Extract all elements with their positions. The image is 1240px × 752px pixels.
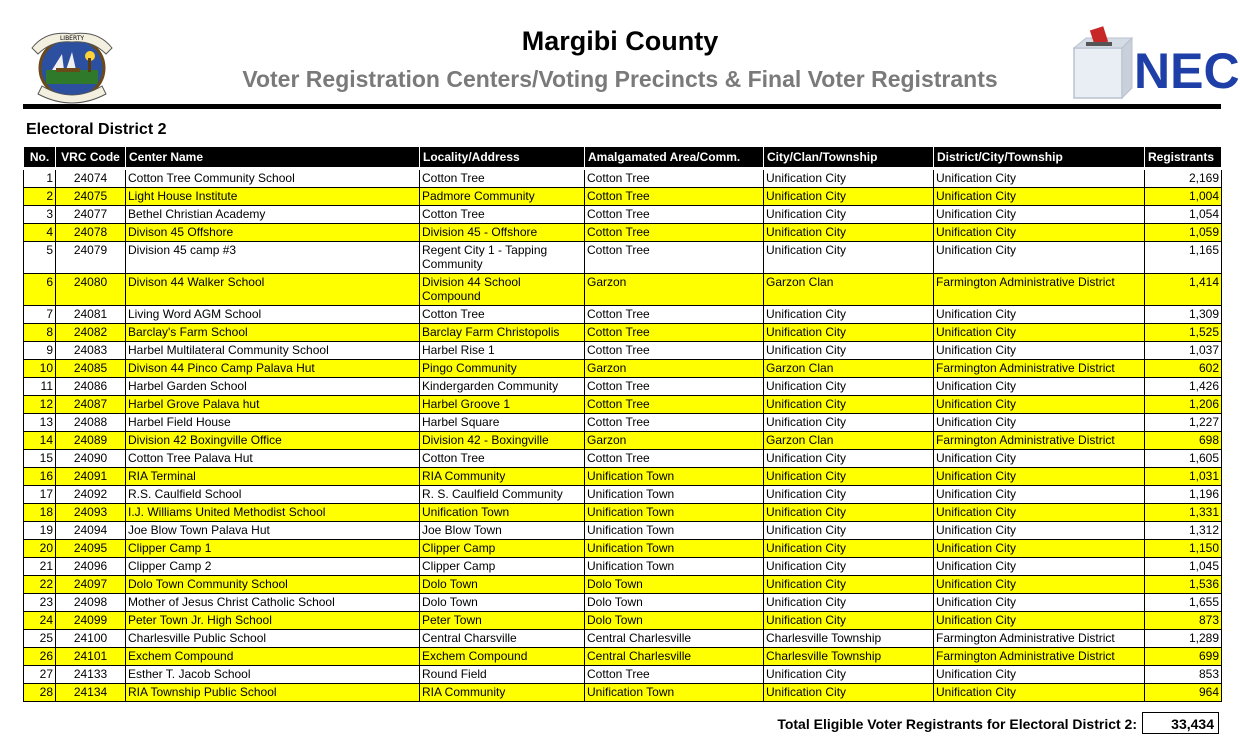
cell-no: 17 <box>24 486 56 504</box>
cell-vrc-code: 24133 <box>56 666 126 684</box>
cell-registrants: 1,054 <box>1145 206 1222 224</box>
cell-vrc-code: 24098 <box>56 594 126 612</box>
table-row <box>24 540 1222 558</box>
table-row <box>24 360 1222 378</box>
cell-city-clan-township: Garzon Clan <box>764 274 934 306</box>
cell-amalgamated-area: Unification Town <box>585 468 764 486</box>
cell-locality: Cotton Tree <box>420 206 585 224</box>
cell-registrants: 1,331 <box>1145 504 1222 522</box>
column-header-registrants: Registrants <box>1145 147 1222 169</box>
cell-center-name: RIA Township Public School <box>126 684 420 702</box>
cell-district: Unification City <box>934 576 1145 594</box>
cell-vrc-code: 24074 <box>56 169 126 188</box>
column-header-locality: Locality/Address <box>420 147 585 169</box>
cell-amalgamated-area: Unification Town <box>585 522 764 540</box>
cell-no: 5 <box>24 242 56 274</box>
cell-city-clan-township: Unification City <box>764 666 934 684</box>
cell-locality: Pingo Community <box>420 360 585 378</box>
table-row <box>24 224 1222 242</box>
cell-city-clan-township: Unification City <box>764 558 934 576</box>
cell-city-clan-township: Unification City <box>764 188 934 206</box>
column-header-vrc-code: VRC Code <box>56 147 126 169</box>
cell-vrc-code: 24079 <box>56 242 126 274</box>
table-row <box>24 522 1222 540</box>
cell-amalgamated-area: Cotton Tree <box>585 188 764 206</box>
cell-center-name: Cotton Tree Community School <box>126 169 420 188</box>
column-header-amalgamated-area: Amalgamated Area/Comm. <box>585 147 764 169</box>
cell-district: Unification City <box>934 558 1145 576</box>
table-row <box>24 468 1222 486</box>
cell-amalgamated-area: Cotton Tree <box>585 242 764 274</box>
cell-district: Unification City <box>934 378 1145 396</box>
table-row <box>24 612 1222 630</box>
cell-locality: Harbel Groove 1 <box>420 396 585 414</box>
table-row <box>24 432 1222 450</box>
table-row <box>24 206 1222 224</box>
cell-center-name: Joe Blow Town Palava Hut <box>126 522 420 540</box>
cell-registrants: 1,426 <box>1145 378 1222 396</box>
cell-district: Farmington Administrative District <box>934 432 1145 450</box>
cell-locality: Dolo Town <box>420 594 585 612</box>
nec-logo-icon <box>1066 26 1240 100</box>
cell-city-clan-township: Garzon Clan <box>764 360 934 378</box>
cell-city-clan-township: Unification City <box>764 522 934 540</box>
cell-vrc-code: 24075 <box>56 188 126 206</box>
cell-amalgamated-area: Unification Town <box>585 504 764 522</box>
table-row <box>24 684 1222 702</box>
cell-center-name: RIA Terminal <box>126 468 420 486</box>
cell-center-name: R.S. Caulfield School <box>126 486 420 504</box>
cell-vrc-code: 24099 <box>56 612 126 630</box>
cell-center-name: Division 45 camp #3 <box>126 242 420 274</box>
cell-vrc-code: 24088 <box>56 414 126 432</box>
cell-vrc-code: 24081 <box>56 306 126 324</box>
cell-city-clan-township: Unification City <box>764 378 934 396</box>
cell-vrc-code: 24089 <box>56 432 126 450</box>
cell-city-clan-township: Unification City <box>764 206 934 224</box>
table-row <box>24 378 1222 396</box>
cell-amalgamated-area: Dolo Town <box>585 576 764 594</box>
cell-no: 21 <box>24 558 56 576</box>
cell-registrants: 1,150 <box>1145 540 1222 558</box>
cell-city-clan-township: Unification City <box>764 396 934 414</box>
cell-no: 4 <box>24 224 56 242</box>
cell-amalgamated-area: Cotton Tree <box>585 324 764 342</box>
cell-no: 25 <box>24 630 56 648</box>
cell-no: 14 <box>24 432 56 450</box>
cell-no: 24 <box>24 612 56 630</box>
cell-vrc-code: 24086 <box>56 378 126 396</box>
cell-locality: Barclay Farm Christopolis <box>420 324 585 342</box>
page-subtitle: Voter Registration Centers/Voting Precincts & Final Voter Registrants <box>242 66 998 92</box>
cell-amalgamated-area: Garzon <box>585 360 764 378</box>
cell-no: 23 <box>24 594 56 612</box>
cell-amalgamated-area: Cotton Tree <box>585 666 764 684</box>
cell-no: 19 <box>24 522 56 540</box>
cell-no: 7 <box>24 306 56 324</box>
cell-locality: RIA Community <box>420 468 585 486</box>
table-row <box>24 169 1222 188</box>
cell-locality: Padmore Community <box>420 188 585 206</box>
cell-district: Farmington Administrative District <box>934 274 1145 306</box>
cell-city-clan-township: Unification City <box>764 324 934 342</box>
cell-no: 8 <box>24 324 56 342</box>
cell-district: Farmington Administrative District <box>934 630 1145 648</box>
cell-amalgamated-area: Unification Town <box>585 486 764 504</box>
seal-text: LIBERTY <box>59 35 85 42</box>
cell-registrants: 853 <box>1145 666 1222 684</box>
cell-vrc-code: 24094 <box>56 522 126 540</box>
cell-locality: Joe Blow Town <box>420 522 585 540</box>
cell-city-clan-township: Unification City <box>764 612 934 630</box>
cell-amalgamated-area: Unification Town <box>585 684 764 702</box>
cell-district: Unification City <box>934 450 1145 468</box>
table-row <box>24 324 1222 342</box>
cell-amalgamated-area: Cotton Tree <box>585 224 764 242</box>
cell-no: 6 <box>24 274 56 306</box>
cell-no: 2 <box>24 188 56 206</box>
cell-registrants: 1,004 <box>1145 188 1222 206</box>
table-row <box>24 558 1222 576</box>
page-header <box>0 0 1240 112</box>
cell-center-name: Esther T. Jacob School <box>126 666 420 684</box>
cell-vrc-code: 24080 <box>56 274 126 306</box>
column-header-no: No. <box>24 147 56 169</box>
cell-no: 10 <box>24 360 56 378</box>
cell-registrants: 602 <box>1145 360 1222 378</box>
cell-vrc-code: 24085 <box>56 360 126 378</box>
cell-center-name: Clipper Camp 2 <box>126 558 420 576</box>
cell-locality: Dolo Town <box>420 576 585 594</box>
cell-locality: Clipper Camp <box>420 540 585 558</box>
cell-registrants: 1,309 <box>1145 306 1222 324</box>
table-row <box>24 486 1222 504</box>
cell-vrc-code: 24097 <box>56 576 126 594</box>
cell-no: 9 <box>24 342 56 360</box>
cell-registrants: 1,312 <box>1145 522 1222 540</box>
cell-no: 18 <box>24 504 56 522</box>
cell-district: Unification City <box>934 468 1145 486</box>
cell-registrants: 1,059 <box>1145 224 1222 242</box>
cell-vrc-code: 24077 <box>56 206 126 224</box>
table-row <box>24 504 1222 522</box>
cell-center-name: Harbel Multilateral Community School <box>126 342 420 360</box>
cell-vrc-code: 24100 <box>56 630 126 648</box>
cell-district: Unification City <box>934 206 1145 224</box>
cell-registrants: 1,536 <box>1145 576 1222 594</box>
cell-amalgamated-area: Cotton Tree <box>585 450 764 468</box>
cell-center-name: Bethel Christian Academy <box>126 206 420 224</box>
cell-registrants: 698 <box>1145 432 1222 450</box>
cell-registrants: 2,169 <box>1145 169 1222 188</box>
cell-city-clan-township: Unification City <box>764 576 934 594</box>
total-label: Total Eligible Voter Registrants for Electoral District 2: <box>777 716 1137 732</box>
table-row <box>24 274 1222 306</box>
cell-locality: Kindergarden Community <box>420 378 585 396</box>
cell-no: 3 <box>24 206 56 224</box>
cell-vrc-code: 24096 <box>56 558 126 576</box>
registration-table <box>23 146 1222 702</box>
cell-district: Unification City <box>934 169 1145 188</box>
cell-district: Unification City <box>934 224 1145 242</box>
cell-vrc-code: 24093 <box>56 504 126 522</box>
cell-no: 15 <box>24 450 56 468</box>
cell-district: Unification City <box>934 306 1145 324</box>
cell-no: 12 <box>24 396 56 414</box>
cell-registrants: 1,165 <box>1145 242 1222 274</box>
cell-amalgamated-area: Unification Town <box>585 558 764 576</box>
cell-center-name: Division 42 Boxingville Office <box>126 432 420 450</box>
district-heading: Electoral District 2 <box>26 121 167 138</box>
cell-amalgamated-area: Cotton Tree <box>585 396 764 414</box>
cell-registrants: 1,289 <box>1145 630 1222 648</box>
cell-center-name: Exchem Compound <box>126 648 420 666</box>
cell-amalgamated-area: Garzon <box>585 432 764 450</box>
cell-city-clan-township: Unification City <box>764 306 934 324</box>
cell-city-clan-township: Garzon Clan <box>764 432 934 450</box>
cell-center-name: Divison 45 Offshore <box>126 224 420 242</box>
cell-center-name: Harbel Garden School <box>126 378 420 396</box>
cell-registrants: 964 <box>1145 684 1222 702</box>
cell-city-clan-township: Unification City <box>764 540 934 558</box>
cell-district: Unification City <box>934 594 1145 612</box>
header-rule <box>23 104 1221 109</box>
cell-district: Unification City <box>934 396 1145 414</box>
cell-city-clan-township: Unification City <box>764 224 934 242</box>
cell-vrc-code: 24101 <box>56 648 126 666</box>
cell-city-clan-township: Unification City <box>764 342 934 360</box>
table-header-row <box>24 147 1222 169</box>
cell-amalgamated-area: Cotton Tree <box>585 306 764 324</box>
cell-registrants: 1,037 <box>1145 342 1222 360</box>
cell-amalgamated-area: Garzon <box>585 274 764 306</box>
column-header-center-name: Center Name <box>126 147 420 169</box>
cell-center-name: Clipper Camp 1 <box>126 540 420 558</box>
cell-district: Unification City <box>934 342 1145 360</box>
cell-no: 22 <box>24 576 56 594</box>
cell-city-clan-township: Unification City <box>764 486 934 504</box>
cell-amalgamated-area: Dolo Town <box>585 594 764 612</box>
cell-vrc-code: 24090 <box>56 450 126 468</box>
cell-city-clan-township: Unification City <box>764 169 934 188</box>
cell-city-clan-township: Unification City <box>764 468 934 486</box>
table-row <box>24 342 1222 360</box>
cell-district: Unification City <box>934 540 1145 558</box>
cell-no: 11 <box>24 378 56 396</box>
cell-amalgamated-area: Cotton Tree <box>585 378 764 396</box>
cell-vrc-code: 24092 <box>56 486 126 504</box>
cell-registrants: 1,525 <box>1145 324 1222 342</box>
cell-amalgamated-area: Cotton Tree <box>585 206 764 224</box>
cell-center-name: Peter Town Jr. High School <box>126 612 420 630</box>
cell-locality: Unification Town <box>420 504 585 522</box>
cell-center-name: Light House Institute <box>126 188 420 206</box>
cell-no: 28 <box>24 684 56 702</box>
cell-center-name: Harbel Grove Palava hut <box>126 396 420 414</box>
cell-district: Unification City <box>934 414 1145 432</box>
page-title: Margibi County <box>521 26 719 56</box>
cell-registrants: 1,414 <box>1145 274 1222 306</box>
cell-district: Unification City <box>934 522 1145 540</box>
cell-amalgamated-area: Cotton Tree <box>585 169 764 188</box>
table-row <box>24 188 1222 206</box>
column-header-district: District/City/Township <box>934 147 1145 169</box>
cell-no: 13 <box>24 414 56 432</box>
table-row <box>24 630 1222 648</box>
cell-vrc-code: 24082 <box>56 324 126 342</box>
cell-locality: Cotton Tree <box>420 306 585 324</box>
cell-amalgamated-area: Dolo Town <box>585 612 764 630</box>
cell-center-name: Living Word AGM School <box>126 306 420 324</box>
cell-city-clan-township: Unification City <box>764 504 934 522</box>
cell-district: Unification City <box>934 684 1145 702</box>
cell-city-clan-township: Unification City <box>764 594 934 612</box>
table-body <box>24 169 1222 702</box>
cell-amalgamated-area: Cotton Tree <box>585 414 764 432</box>
cell-district: Unification City <box>934 486 1145 504</box>
cell-city-clan-township: Unification City <box>764 414 934 432</box>
cell-locality: Exchem Compound <box>420 648 585 666</box>
cell-registrants: 1,196 <box>1145 486 1222 504</box>
cell-vrc-code: 24078 <box>56 224 126 242</box>
cell-locality: Division 42 - Boxingville <box>420 432 585 450</box>
cell-locality: Cotton Tree <box>420 169 585 188</box>
table-row <box>24 666 1222 684</box>
table-row <box>24 414 1222 432</box>
cell-city-clan-township: Charlesville Township <box>764 648 934 666</box>
cell-amalgamated-area: Cotton Tree <box>585 342 764 360</box>
table-row <box>24 242 1222 274</box>
cell-center-name: Dolo Town Community School <box>126 576 420 594</box>
table-row <box>24 576 1222 594</box>
cell-center-name: Mother of Jesus Christ Catholic School <box>126 594 420 612</box>
cell-amalgamated-area: Unification Town <box>585 540 764 558</box>
cell-amalgamated-area: Central Charlesville <box>585 648 764 666</box>
cell-locality: Harbel Rise 1 <box>420 342 585 360</box>
cell-locality: Division 45 - Offshore <box>420 224 585 242</box>
table-row <box>24 450 1222 468</box>
cell-vrc-code: 24134 <box>56 684 126 702</box>
cell-locality: R. S. Caulfield Community <box>420 486 585 504</box>
cell-vrc-code: 24083 <box>56 342 126 360</box>
cell-district: Unification City <box>934 666 1145 684</box>
cell-district: Unification City <box>934 242 1145 274</box>
cell-city-clan-township: Unification City <box>764 450 934 468</box>
cell-center-name: Divison 44 Walker School <box>126 274 420 306</box>
column-header-city-clan-township: City/Clan/Township <box>764 147 934 169</box>
cell-city-clan-township: Unification City <box>764 684 934 702</box>
table-row <box>24 396 1222 414</box>
cell-vrc-code: 24091 <box>56 468 126 486</box>
cell-amalgamated-area: Central Charlesville <box>585 630 764 648</box>
cell-locality: Regent City 1 - Tapping Community <box>420 242 585 274</box>
cell-locality: Clipper Camp <box>420 558 585 576</box>
cell-registrants: 1,605 <box>1145 450 1222 468</box>
cell-city-clan-township: Charlesville Township <box>764 630 934 648</box>
total-value: 33,434 <box>1142 712 1219 734</box>
cell-locality: Cotton Tree <box>420 450 585 468</box>
cell-locality: Round Field <box>420 666 585 684</box>
cell-center-name: Cotton Tree Palava Hut <box>126 450 420 468</box>
cell-vrc-code: 24095 <box>56 540 126 558</box>
table-row <box>24 594 1222 612</box>
cell-locality: Peter Town <box>420 612 585 630</box>
cell-registrants: 1,655 <box>1145 594 1222 612</box>
cell-registrants: 873 <box>1145 612 1222 630</box>
cell-no: 16 <box>24 468 56 486</box>
cell-locality: Division 44 School Compound <box>420 274 585 306</box>
cell-registrants: 1,045 <box>1145 558 1222 576</box>
table-row <box>24 306 1222 324</box>
cell-registrants: 1,031 <box>1145 468 1222 486</box>
cell-registrants: 1,227 <box>1145 414 1222 432</box>
cell-registrants: 699 <box>1145 648 1222 666</box>
cell-center-name: Harbel Field House <box>126 414 420 432</box>
cell-locality: Central Charsville <box>420 630 585 648</box>
cell-center-name: I.J. Williams United Methodist School <box>126 504 420 522</box>
cell-district: Unification City <box>934 324 1145 342</box>
cell-district: Unification City <box>934 504 1145 522</box>
table-row <box>24 648 1222 666</box>
cell-center-name: Charlesville Public School <box>126 630 420 648</box>
nec-logo-text: NEC <box>1134 43 1240 99</box>
cell-no: 26 <box>24 648 56 666</box>
cell-city-clan-township: Unification City <box>764 242 934 274</box>
cell-locality: Harbel Square <box>420 414 585 432</box>
cell-no: 20 <box>24 540 56 558</box>
cell-registrants: 1,206 <box>1145 396 1222 414</box>
cell-district: Farmington Administrative District <box>934 360 1145 378</box>
cell-vrc-code: 24087 <box>56 396 126 414</box>
cell-no: 27 <box>24 666 56 684</box>
cell-center-name: Divison 44 Pinco Camp Palava Hut <box>126 360 420 378</box>
cell-locality: RIA Community <box>420 684 585 702</box>
cell-district: Unification City <box>934 188 1145 206</box>
cell-district: Unification City <box>934 612 1145 630</box>
cell-center-name: Barclay's Farm School <box>126 324 420 342</box>
cell-no: 1 <box>24 169 56 188</box>
cell-district: Farmington Administrative District <box>934 648 1145 666</box>
